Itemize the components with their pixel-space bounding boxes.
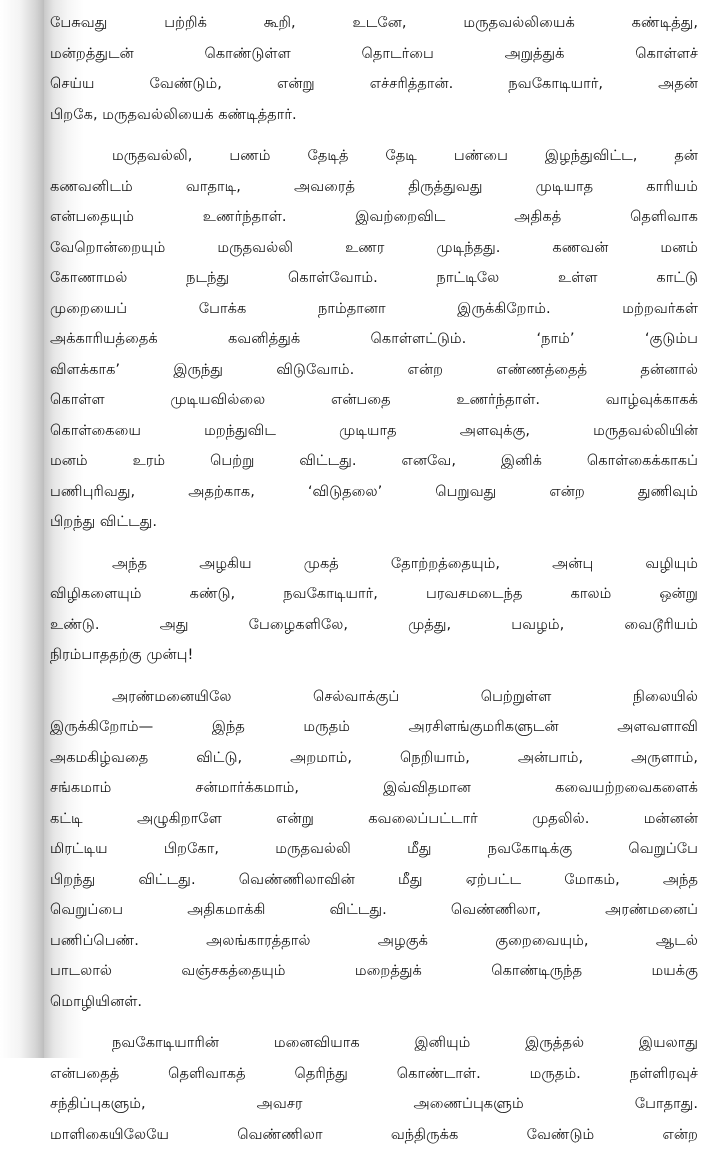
paragraph-2	[50, 141, 698, 538]
text-line: சந்திப்புகளும், அவசர அணைப்புகளும் போதாது.	[50, 1089, 698, 1120]
text-line: உண்டு. அது பேழைகளிலே, முத்து, பவழம், வைடூரியம்	[50, 610, 698, 641]
paragraph-4	[50, 682, 698, 1018]
text-line: விழிகளையும் கண்டு, நவகோடியார், பரவசமடைந்த காலம் ஒன்று	[50, 579, 698, 610]
text-line: அந்த அழகிய முகத் தோற்றத்தையும், அன்பு வழியும்	[50, 549, 698, 580]
text-line: வேறொன்றையும் மருதவல்லி உணர முடிந்தது. கணவன் மனம்	[50, 233, 698, 264]
text-line: முறையைப் போக்க நாம்தானா இருக்கிறோம். மற்றவர்கள்	[50, 294, 698, 325]
text-line: பிறகே, மருதவல்லியைக் கண்டித்தார்.	[50, 100, 698, 131]
text-line: வெறுப்பை அதிகமாக்கி விட்டது. வெண்ணிலா, அரண்மனைப்	[50, 895, 698, 926]
text-line: பிறந்து விட்டது. வெண்ணிலாவின் மீது ஏற்பட்ட மோகம், அந்த	[50, 865, 698, 896]
text-line: அகமகிழ்வதை விட்டு, அறமாம், நெறியாம், அன்பாம், அருளாம்,	[50, 743, 698, 774]
text-line: கொள்கையை மறந்துவிட முடியாத அளவுக்கு, மருதவல்லியின்	[50, 416, 698, 447]
text-line: என்பதையும் உணர்ந்தாள். இவற்றைவிட அதிகத் தெளிவாக	[50, 202, 698, 233]
text-line: மனம் உரம் பெற்று விட்டது. எனவே, இனிக் கொள்கைக்காகப்	[50, 446, 698, 477]
text-line: கணவனிடம் வாதாடி, அவரைத் திருத்துவது முடியாத காரியம்	[50, 172, 698, 203]
paragraph-5	[50, 1028, 698, 1150]
text-line: கொள்ள முடியவில்லை என்பதை உணர்ந்தாள். வாழ்வுக்காகக்	[50, 385, 698, 416]
text-line: மன்றத்துடன் கொண்டுள்ள தொடர்பை அறுத்துக் கொள்ளச்	[50, 39, 698, 70]
text-line: அக்காரியத்தைக் கவனித்துக் கொள்ளட்டும். ‘நாம்’ ‘குடும்ப	[50, 324, 698, 355]
text-line: பேசுவது பற்றிக் கூறி, உடனே, மருதவல்லியைக் கண்டித்து,	[50, 8, 698, 39]
paragraph-1	[50, 8, 698, 130]
text-line: கட்டி அழுகிறாளே என்று கவலைப்பட்டார் முதலில். மன்னன்	[50, 804, 698, 835]
book-gutter-shadow	[0, 0, 44, 1058]
book-page	[44, 0, 715, 1058]
text-line: மருதவல்லி, பணம் தேடித் தேடி பண்பை இழந்துவிட்ட, தன்	[50, 141, 698, 172]
text-line: பணிப்பெண். அலங்காரத்தால் அழகுக் குறைவையும், ஆடல்	[50, 926, 698, 957]
text-line: மொழியினள்.	[50, 987, 698, 1018]
text-line: பணிபுரிவது, அதற்காக, ‘விடுதலை’ பெறுவது என்ற துணிவும்	[50, 477, 698, 508]
text-line: நிரம்பாததற்கு முன்பு!	[50, 640, 698, 671]
text-line: செய்ய வேண்டும், என்று எச்சரித்தான். நவகோடியார், அதன்	[50, 69, 698, 100]
text-line: கோணாமல் நடந்து கொள்வோம். நாட்டிலே உள்ள காட்டு	[50, 263, 698, 294]
text-line: மாளிகையிலேயே வெண்ணிலா வந்திருக்க வேண்டும் என்ற	[50, 1120, 698, 1150]
text-line: அரண்மனையிலே செல்வாக்குப் பெற்றுள்ள நிலையில்	[50, 682, 698, 713]
text-line: இருக்கிறோம்— இந்த மருதம் அரசிளங்குமரிகளுடன் அளவளாவி	[50, 712, 698, 743]
text-line: பாடலால் வஞ்சகத்தையும் மறைத்துக் கொண்டிருந்த மயக்கு	[50, 956, 698, 987]
text-line: விளக்காக’ இருந்து விடுவோம். என்ற எண்ணத்தைத் தன்னால்	[50, 355, 698, 386]
paragraph-3	[50, 549, 698, 671]
text-line: நவகோடியாரின் மனைவியாக இனியும் இருத்தல் இயலாது	[50, 1028, 698, 1059]
text-line: சங்கமாம் சன்மார்க்கமாம், இவ்விதமான கவையற்றவைகளைக்	[50, 773, 698, 804]
text-line: என்பதைத் தெளிவாகத் தெரிந்து கொண்டாள். மருதம். நள்ளிரவுச்	[50, 1059, 698, 1090]
text-line: பிறந்து விட்டது.	[50, 507, 698, 538]
text-line: மிரட்டிய பிறகோ, மருதவல்லி மீது நவகோடிக்கு வெறுப்பே	[50, 834, 698, 865]
page-text	[50, 8, 698, 1150]
